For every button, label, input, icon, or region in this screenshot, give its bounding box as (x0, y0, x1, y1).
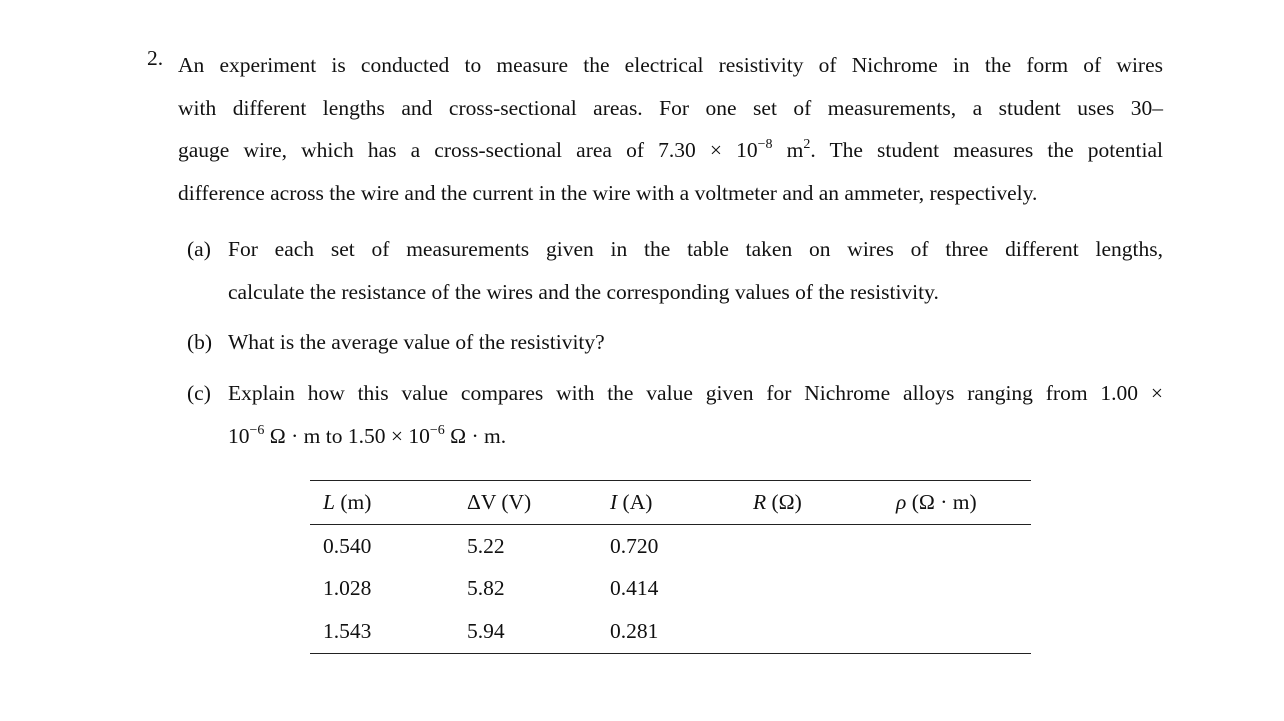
part-a-text (228, 228, 1163, 313)
range-mid: Ω · m to 1.50 × 10 (264, 423, 430, 448)
problem-line-1: An experiment is conducted to measure the electrical resistivity of Nichrome in the form of wires (178, 53, 1163, 77)
header-resistivity-unit: (Ω · m) (906, 490, 977, 514)
header-resistivity (896, 481, 1031, 525)
part-c-line-1: Explain how this value compares with the value given for Nichrome alloys ranging from 1.00 × (228, 381, 1163, 405)
part-c-line-2 (228, 415, 1163, 458)
part-a-line-2: calculate the resistance of the wires and the corresponding values of the resistivity. (228, 279, 939, 304)
cell-voltage: 5.82 (467, 576, 505, 601)
area-value: gauge wire, which has a cross-sectional area of 7.30 × 10 (178, 138, 758, 163)
header-resistance (753, 481, 896, 525)
cell-current: 0.281 (610, 618, 659, 643)
area-exponent: −8 (757, 137, 773, 153)
header-length (310, 481, 467, 525)
table-row (310, 568, 1031, 611)
cell-current: 0.414 (610, 576, 659, 601)
header-length-symbol: L (323, 490, 335, 514)
header-voltage-unit: (V) (495, 490, 532, 514)
cell-length: 0.540 (323, 533, 372, 558)
header-voltage (467, 481, 610, 525)
cell-resistivity (896, 568, 1031, 611)
part-a-line-1: For each set of measurements given in the table taken on wires of three different lengths, (228, 237, 1163, 261)
measurement-table (310, 480, 1031, 654)
cell-resistance (753, 568, 896, 611)
header-current-unit: (A) (617, 490, 653, 514)
problem-number: 2. (147, 46, 164, 70)
area-unit: m (772, 138, 804, 163)
table-row (310, 610, 1031, 653)
part-b-label: (b) (187, 330, 213, 354)
cell-resistance (753, 610, 896, 653)
table-header-row (310, 481, 1031, 525)
problem-line-2: with different lengths and cross-sectional areas. For one set of measurements, a student uses 30– (178, 95, 1163, 120)
header-resistance-unit: (Ω) (766, 490, 802, 514)
cell-length: 1.543 (323, 618, 372, 643)
header-voltage-symbol: ΔV (467, 490, 496, 514)
part-c-text (228, 372, 1163, 457)
part-c-label: (c) (187, 381, 211, 405)
problem-statement (178, 44, 1163, 215)
range-high-exponent: −6 (429, 422, 445, 438)
range-low-exponent: −6 (249, 422, 265, 438)
part-b-text (228, 321, 1163, 364)
cell-current: 0.720 (610, 533, 659, 558)
cell-resistivity (896, 610, 1031, 653)
cell-resistance (753, 525, 896, 568)
header-resistance-symbol: R (753, 490, 767, 514)
part-b-line-1: What is the average value of the resistivity? (228, 330, 605, 354)
table-row (310, 525, 1031, 568)
cell-voltage: 5.94 (467, 618, 505, 643)
range-end: Ω · m. (444, 423, 507, 448)
cell-voltage: 5.22 (467, 533, 505, 558)
area-unit-exponent: 2 (803, 137, 811, 153)
part-a-label: (a) (187, 237, 211, 261)
cell-length: 1.028 (323, 576, 372, 601)
header-resistivity-symbol: ρ (896, 490, 907, 514)
area-tail: . The student measures the potential (810, 138, 1163, 163)
header-length-unit: (m) (334, 490, 372, 514)
cell-resistivity (896, 525, 1031, 568)
problem-line-3 (178, 129, 1163, 172)
range-low-base: 10 (228, 423, 250, 448)
problem-line-4: difference across the wire and the current in the wire with a voltmeter and an ammeter, respectively. (178, 181, 1038, 206)
header-current (610, 481, 753, 525)
header-current-symbol: I (610, 490, 618, 514)
